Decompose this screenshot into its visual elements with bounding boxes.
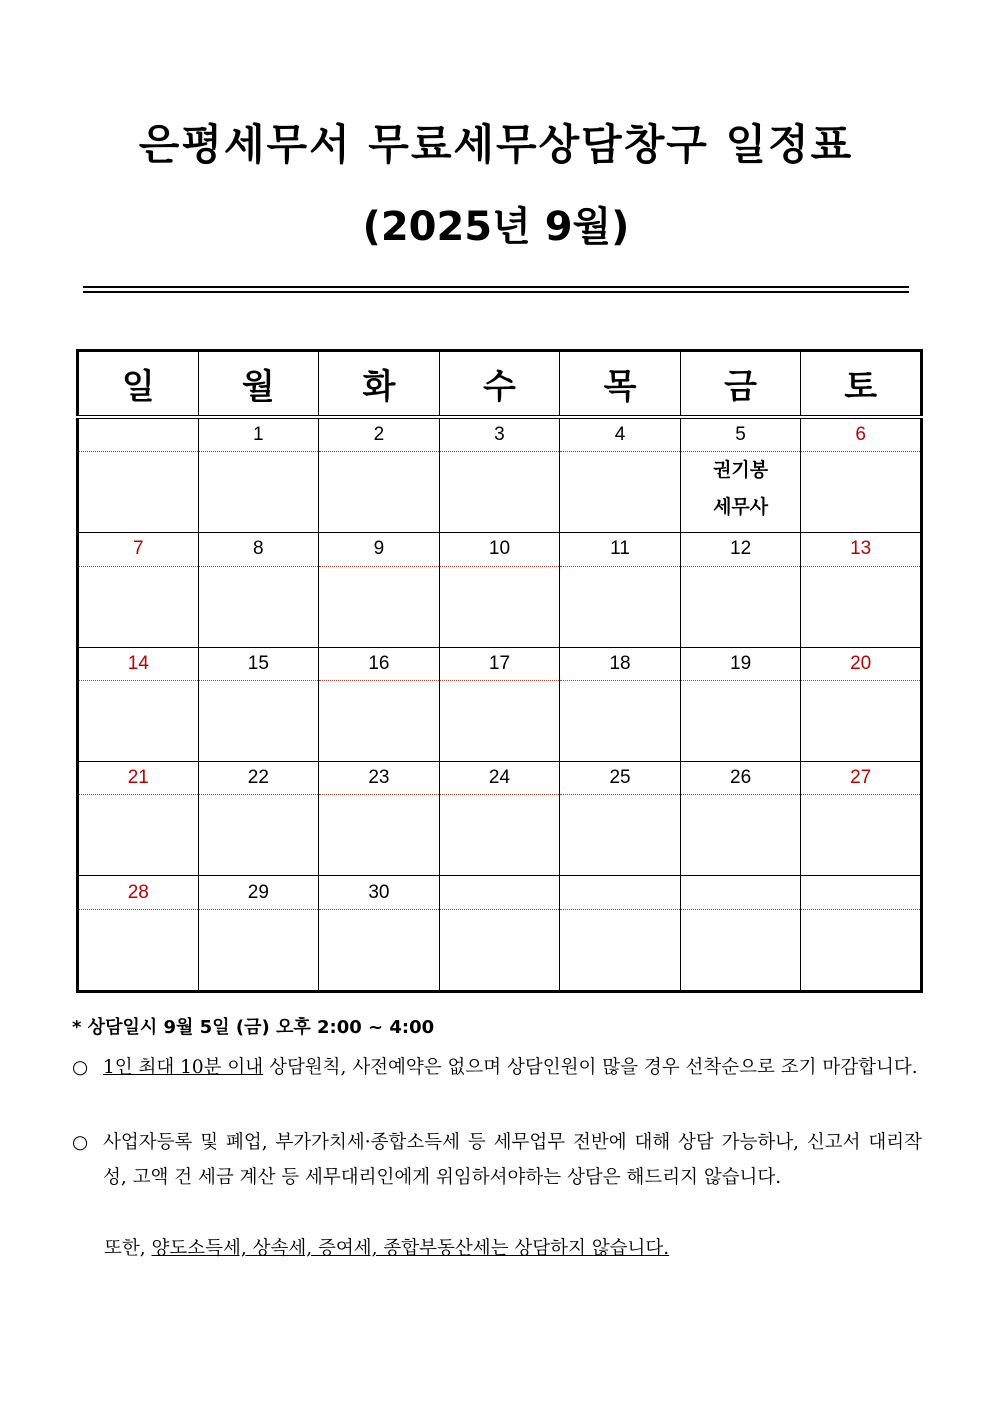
week-1-dates [78,417,922,452]
entry-cell [319,681,440,762]
entry-cell [198,795,319,876]
date-cell: 27 [801,762,922,795]
date-cell: 21 [78,762,199,795]
date-cell [680,876,801,909]
entry-cell [680,566,801,647]
entry-cell [560,566,681,647]
date-cell: 22 [198,762,319,795]
weekday-sun: 일 [78,351,199,417]
page-title: 은평세무서 무료세무상담창구 일정표 [138,120,854,169]
date-cell: 7 [78,533,199,566]
date-cell: 26 [680,762,801,795]
schedule-note: * 상담일시 9월 5일 (금) 오후 2:00 ~ 4:00 [72,1017,435,1038]
consultant-name: 권기봉 [713,459,769,482]
entry-cell [560,795,681,876]
entry-cell [680,681,801,762]
entry-cell [78,795,199,876]
title-divider-second [83,291,909,293]
entry-cell [319,452,440,533]
excluded-taxes-text: 양도소득세, 상속세, 증여세, 종합부동산세는 상담하지 않습니다. [151,1238,670,1259]
notice-1-text: 상담원칙, 사전예약은 없으며 상담인원이 많을 경우 선착순으로 조기 마감합니다. [263,1057,918,1078]
entry-cell [801,452,922,533]
date-cell: 9 [319,533,440,566]
week-1-entries [78,452,922,533]
entry-cell [78,566,199,647]
weekday-sat: 토 [801,351,922,417]
date-cell: 12 [680,533,801,566]
date-cell: 28 [78,876,199,909]
date-cell: 4 [560,417,681,452]
weekday-mon: 월 [198,351,319,417]
date-cell: 3 [439,417,560,452]
notice-paragraph-2 [72,1125,922,1195]
weekday-tue: 화 [319,351,440,417]
entry-cell [78,452,199,533]
entry-cell [801,909,922,991]
date-cell [78,417,199,452]
entry-cell [801,795,922,876]
title-divider [83,286,909,288]
date-cell [801,876,922,909]
entry-cell [198,909,319,991]
entry-cell [439,452,560,533]
date-cell [560,876,681,909]
week-2-dates [78,533,922,566]
entry-cell [439,795,560,876]
entry-cell [439,681,560,762]
entry-cell [319,909,440,991]
date-cell: 14 [78,647,199,680]
notice-paragraph-3 [104,1231,922,1266]
entry-cell [319,795,440,876]
date-cell: 29 [198,876,319,909]
entry-cell [801,681,922,762]
entry-cell [801,566,922,647]
date-cell: 30 [319,876,440,909]
date-cell [439,876,560,909]
date-cell: 13 [801,533,922,566]
weekday-thu: 목 [560,351,681,417]
calendar-table [76,349,923,993]
notice-3-prefix: 또한, [104,1238,152,1259]
date-cell: 18 [560,647,681,680]
week-3-entries [78,681,922,762]
date-cell: 24 [439,762,560,795]
consultant-title: 세무사 [713,496,769,519]
date-cell: 2 [319,417,440,452]
week-4-dates [78,762,922,795]
weekday-fri: 금 [680,351,801,417]
entry-cell [680,909,801,991]
time-limit-text: 1인 최대 10분 이내 [103,1057,264,1078]
week-4-entries [78,795,922,876]
date-cell: 20 [801,647,922,680]
entry-cell [439,909,560,991]
consultant-entry [680,452,801,533]
date-cell: 5 [680,417,801,452]
entry-cell [198,566,319,647]
circle-bullet-icon: ○ [72,1132,89,1153]
date-cell: 25 [560,762,681,795]
entry-cell [560,909,681,991]
date-cell: 10 [439,533,560,566]
entry-cell [560,681,681,762]
page-subtitle: (2025년 9월) [362,204,630,250]
date-cell: 23 [319,762,440,795]
notice-paragraph-1 [72,1050,922,1085]
date-cell: 6 [801,417,922,452]
entry-cell [560,452,681,533]
date-cell: 11 [560,533,681,566]
entry-cell [78,909,199,991]
weekday-wed: 수 [439,351,560,417]
date-cell: 1 [198,417,319,452]
circle-bullet-icon: ○ [72,1057,89,1078]
notice-2-text: 사업자등록 및 폐업, 부가가치세·종합소득세 등 세무업무 전반에 대해 상담 가능하나, 신고서 대리작성, 고액 건 세금 계산 등 세무대리인에게 위임하셔야하는 상담은 해드리지 않습니다. [103,1132,922,1188]
entry-cell [319,566,440,647]
entry-cell [198,452,319,533]
week-5-entries [78,909,922,991]
date-cell: 15 [198,647,319,680]
entry-cell [198,681,319,762]
entry-cell [439,566,560,647]
week-5-dates [78,876,922,909]
date-cell: 17 [439,647,560,680]
date-cell: 16 [319,647,440,680]
date-cell: 19 [680,647,801,680]
weekday-header-row [78,351,922,417]
entry-cell [680,795,801,876]
date-cell: 8 [198,533,319,566]
entry-cell [78,681,199,762]
week-3-dates [78,647,922,680]
week-2-entries [78,566,922,647]
